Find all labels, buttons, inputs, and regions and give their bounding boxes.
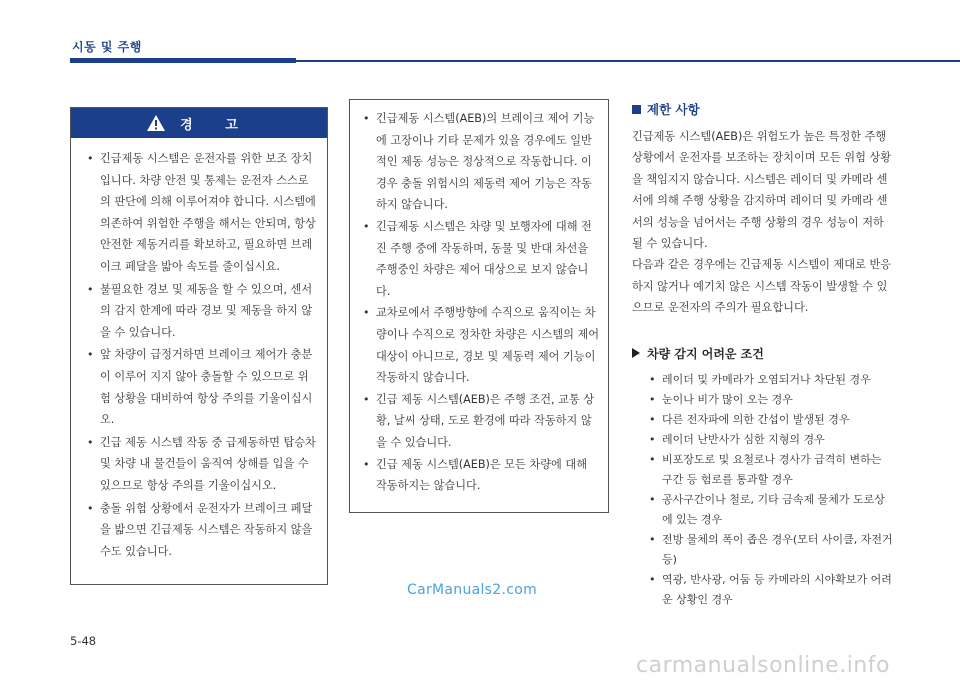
warning-box <box>70 107 328 585</box>
bullet-icon: • <box>87 348 94 362</box>
bullet-icon: • <box>363 306 370 320</box>
bullet-icon: • <box>649 392 656 406</box>
warning-title: 경 고 <box>180 117 252 133</box>
bullet-icon: • <box>363 392 370 406</box>
bullet-icon: • <box>87 152 94 165</box>
warning-continued-box <box>349 99 609 513</box>
list-item: • 긴급 제동 시스템(AEB)은 모든 차량에 대해 작동하지는 않습니다. <box>362 454 600 497</box>
square-bullet-icon <box>632 105 641 114</box>
conditions-heading: 차량 감지 어려운 조건 <box>632 345 894 362</box>
list-item: • 충돌 위험 상황에서 운전자가 브레이크 페달을 밟으면 긴급제동 시스템은 작동하지 않을 수도 있습니다. <box>86 498 317 563</box>
limitations-heading: 제한 사항 <box>632 100 894 118</box>
bullet-icon: • <box>87 435 94 449</box>
list-item: • 긴급 제동 시스템 작동 중 급제동하면 탑승차 및 차량 내 물건들이 움직여 상해를 입을 수 있으므로 항상 주의를 기울이십시오. <box>86 432 317 497</box>
list-item: • 공사구간이나 철로, 기타 금속제 물체가 도로상에 있는 경우 <box>648 490 894 530</box>
list-item: • 전방 물체의 폭이 좁은 경우(모터 사이클, 자전거 등) <box>648 530 894 570</box>
bullet-icon: • <box>649 572 656 586</box>
bullet-icon: • <box>649 432 656 446</box>
conditions-list <box>632 370 894 610</box>
list-item: • 역광, 반사광, 어둠 등 카메라의 시야확보가 어려운 상황인 경우 <box>648 570 894 610</box>
bullet-icon: • <box>649 532 656 546</box>
header-rule <box>296 60 960 62</box>
bullet-icon: • <box>649 492 656 506</box>
bullet-icon: • <box>363 219 370 233</box>
bullet-icon: • <box>363 112 370 125</box>
triangle-right-icon <box>632 348 640 358</box>
list-item: • 긴급제동 시스템은 운전자를 위한 보조 장치입니다. 차량 안전 및 통제는 운전자 스스로의 판단에 의해 이루어져야 합니다. 시스템에 의존하여 위험한 주행을 해서는 안되며, 항상 안전한 제동거리를 확보하고, 필요하면 브레이크 페달을 밟아 속도를 줄이십시요. <box>86 148 317 278</box>
header-bar <box>70 58 296 63</box>
list-item: • 다른 전자파에 의한 간섭이 발생된 경우 <box>648 410 894 430</box>
limitations-section <box>632 100 894 610</box>
list-item: • 비포장도로 및 요철로나 경사가 급격히 변하는 구간 등 험로를 통과할 경우 <box>648 450 894 490</box>
warning-continued-list <box>362 108 600 497</box>
page-number: 5-48 <box>70 634 97 648</box>
section-title: 시동 및 주행 <box>72 40 142 54</box>
warning-header <box>71 108 327 138</box>
limitations-paragraph: 다음과 같은 경우에는 긴급제동 시스템이 제대로 반응하지 않거나 예기치 않은 시스템 작동이 발생할 수 있으므로 운전자의 주의가 필요합니다. <box>632 258 892 315</box>
list-item: • 불필요한 경보 및 제동을 할 수 있으며, 센서의 감지 한계에 따라 경보 및 제동을 하지 않을 수 있습니다. <box>86 279 317 344</box>
warning-triangle-icon <box>146 114 166 132</box>
footer-watermark: carmanualsonline.info <box>636 653 890 678</box>
watermark-link[interactable]: CarManuals2.com <box>407 582 538 598</box>
bullet-icon: • <box>649 452 656 466</box>
bullet-icon: • <box>87 501 94 515</box>
warning-list <box>71 138 327 562</box>
list-item: • 레이더 난반사가 심한 지형의 경우 <box>648 430 894 450</box>
limitations-paragraph: 긴급제동 시스템(AEB)은 위험도가 높은 특정한 주행 상황에서 운전자를 보조하는 장치이며 모든 위험 상황을 책임지지 않습니다. 시스템은 레이더 및 카메라 센서에 의해 주행 상황을 감지하며 레이더 및 카메라 센서의 성능을 넘어서는 주행 상황의 경우 성능이 저하될 수 있습니다. <box>632 130 892 251</box>
list-item: • 긴급제동 시스템(AEB)의 브레이크 제어 기능에 고장이나 기타 문제가 있을 경우에도 일반적인 제동 성능은 정상적으로 작동합니다. 이 경우 충돌 위험시의 제동력 제어 기능은 작동하지 않습니다. <box>362 108 600 216</box>
list-item: • 교차로에서 주행방향에 수직으로 움직이는 차량이나 수직으로 정차한 차량은 시스템의 제어 대상이 아니므로, 경보 및 제동력 제어 기능이 작동하지 않습니다. <box>362 302 600 388</box>
list-item: • 앞 차량이 급정거하면 브레이크 제어가 충분이 이루어 지지 않아 충돌할 수 있으므로 위험 상황을 대비하여 항상 주의를 기울이십시오. <box>86 344 317 430</box>
bullet-icon: • <box>649 372 656 386</box>
list-item: • 긴급 제동 시스템(AEB)은 주행 조건, 교통 상황, 날씨 상태, 도로 환경에 따라 작동하지 않을 수 있습니다. <box>362 389 600 454</box>
list-item: • 눈이나 비가 많이 오는 경우 <box>648 390 894 410</box>
list-item: • 레이더 및 카메라가 오염되거나 차단된 경우 <box>648 370 894 390</box>
list-item: • 긴급제동 시스템은 차량 및 보행자에 대해 전진 주행 중에 작동하며, 동물 및 반대 차선을 주행중인 차량은 제어 대상으로 보지 않습니다. <box>362 216 600 302</box>
bullet-icon: • <box>649 412 656 426</box>
bullet-icon: • <box>87 282 94 296</box>
bullet-icon: • <box>363 457 370 471</box>
